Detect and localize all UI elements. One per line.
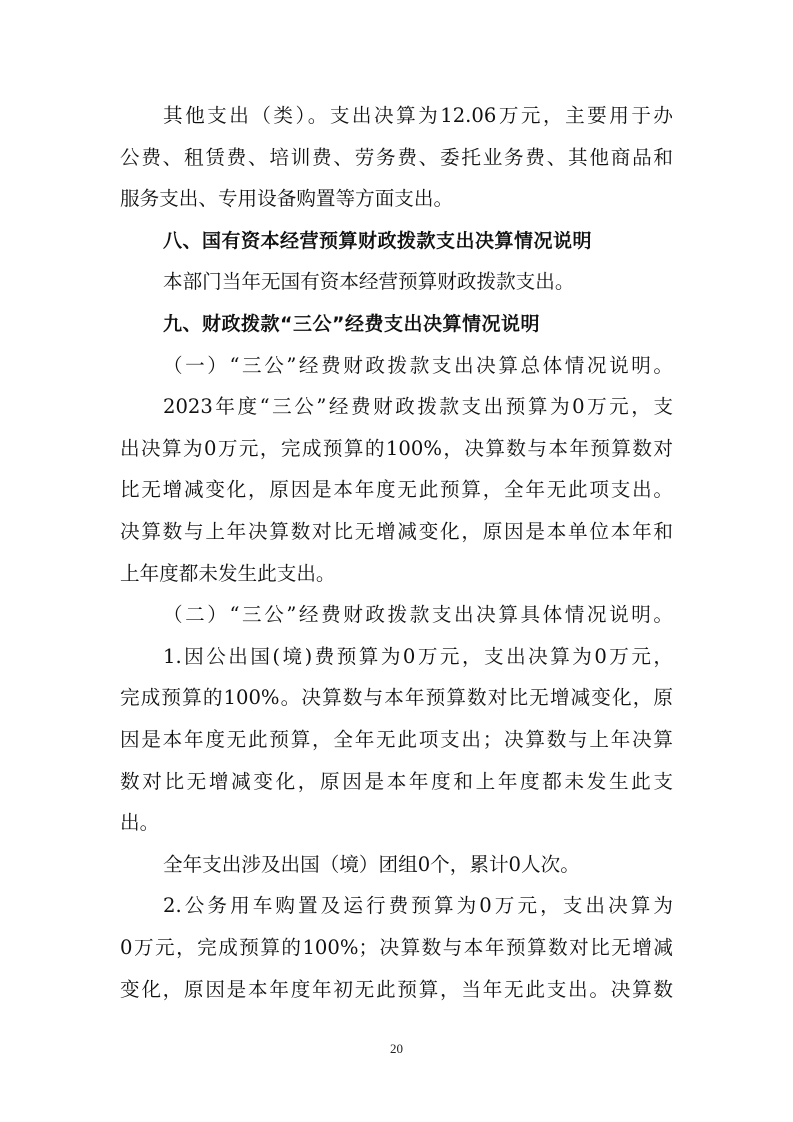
text-line: 2023年度“三公”经费财政拨款支出预算为0万元，支: [163, 395, 673, 419]
text-line: 出。: [120, 811, 160, 835]
text-line: 全年支出涉及出国（境）团组0个，累计0人次。: [163, 852, 580, 876]
section-heading: 八、国有资本经营预算财政拨款支出决算情况说明: [163, 229, 593, 252]
text-line: 数对比无增减变化，原因是本年度和上年度都未发生此支: [120, 769, 673, 793]
page-number: 20: [390, 1041, 403, 1056]
text-line: 变化，原因是本年度年初无此预算，当年无此支出。决算数: [120, 977, 673, 1001]
text-line: （一）“三公”经费财政拨款支出决算总体情况说明。: [163, 353, 673, 377]
text-line: 服务支出、专用设备购置等方面支出。: [120, 187, 454, 211]
text-line: 上年度都未发生此支出。: [120, 561, 336, 585]
text-line: 完成预算的100%。决算数与本年预算数对比无增减变化，原: [120, 686, 673, 710]
text-line: 决算数与上年决算数对比无增减变化，原因是本单位本年和: [120, 520, 673, 543]
text-line: 2.公务用车购置及运行费预算为0万元，支出决算为: [163, 894, 673, 918]
text-line: 因是本年度无此预算，全年无此项支出；决算数与上年决算: [120, 728, 673, 751]
text-line: 0万元，完成预算的100%；决算数与本年预算数对比无增减: [120, 936, 673, 959]
text-line: （二）“三公”经费财政拨款支出决算具体情况说明。: [163, 603, 673, 627]
text-line: 比无增减变化，原因是本年度无此预算，全年无此项支出。: [120, 478, 673, 502]
text-line: 公费、租赁费、培训费、劳务费、委托业务费、其他商品和: [120, 145, 673, 169]
text-line: 其他支出（类）。支出决算为12.06万元，主要用于办: [163, 104, 673, 127]
text-line: 1.因公出国(境)费预算为0万元，支出决算为0万元，: [163, 644, 673, 668]
text-line: 出决算为0万元，完成预算的100%，决算数与本年预算数对: [120, 436, 673, 460]
text-line: 本部门当年无国有资本经营预算财政拨款支出。: [163, 270, 575, 294]
section-heading: 九、财政拨款“三公”经费支出决算情况说明: [163, 313, 540, 335]
